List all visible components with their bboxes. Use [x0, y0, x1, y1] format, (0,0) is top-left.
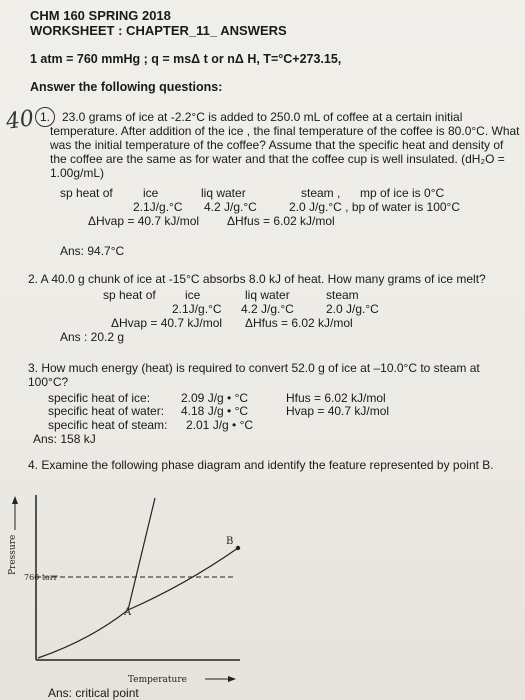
- q2-steam-cp: 2.0 J/g.°C: [326, 302, 379, 316]
- q2-dhvap: ΔHvap = 40.7 kJ/mol: [111, 316, 223, 330]
- q1-sp-heat-label: sp heat of: [60, 186, 113, 200]
- q1-mp-ice: mp of ice is 0°C: [360, 186, 445, 200]
- q2-ice-cp: 2.1J/g.°C: [172, 302, 222, 316]
- q2-steam-label: steam: [326, 288, 359, 302]
- q2-dhfus: ΔHfus = 6.02 kJ/mol: [245, 316, 353, 330]
- formula-line: 1 atm = 760 mmHg ; q = msΔ t or nΔ H, T=°C+273.15,: [30, 52, 342, 66]
- q3-cp-ice-label: specific heat of ice:: [48, 391, 151, 405]
- point-a-label: A: [124, 607, 132, 618]
- instructions-heading: Answer the following questions:: [30, 80, 223, 94]
- q4-answer: Ans: critical point: [48, 686, 139, 700]
- point-b-label: B: [226, 536, 234, 547]
- x-axis-arrowhead: [228, 676, 236, 682]
- q2-answer: Ans : 20.2 g: [60, 330, 125, 344]
- q3-hvap: Hvap = 40.7 kJ/mol: [286, 404, 390, 418]
- q3-cp-ice-value: 2.09 J/g • °C: [181, 391, 249, 405]
- handwritten-score: 40: [4, 106, 36, 135]
- q1-liq-water-label: liq water: [201, 186, 246, 200]
- q3-answer: Ans: 158 kJ: [33, 432, 96, 446]
- critical-point-marker: [236, 546, 240, 550]
- fusion-curve: [128, 498, 155, 610]
- q1-ice-label: ice: [143, 186, 159, 200]
- y-axis-label: Pressure: [8, 534, 18, 575]
- worksheet-title: WORKSHEET : CHAPTER_11_ ANSWERS: [30, 23, 287, 38]
- q1-ice-cp: 2.1J/g.°C: [133, 200, 183, 214]
- sublimation-curve: [38, 610, 128, 658]
- q4-text: 4. Examine the following phase diagram and identify the feature represented by point B.: [28, 458, 494, 472]
- q1-water-cp: 4.2 J/g.°C: [204, 200, 257, 214]
- q1-answer: Ans: 94.7°C: [60, 244, 125, 258]
- q1-steam-label: steam ,: [301, 186, 341, 200]
- q1-dhfus: ΔHfus = 6.02 kJ/mol: [227, 214, 335, 228]
- q1-dhvap: ΔHvap = 40.7 kJ/mol: [88, 214, 200, 228]
- q2-water-cp: 4.2 J/g.°C: [241, 302, 294, 316]
- q1-text: 23.0 grams of ice at -2.2°C is added to 250.0 mL of coffee at a certain initial temperature. After addition of the ice , the final temperature of the coffee is 80.0°C. What was the initial temperature of the coffee? Assume that the specific heat and density of the coffee are the same as for water and that the coffee cup is well insulated. (dH₂O = 1.00g/mL): [50, 110, 520, 180]
- q2-liq-water-label: liq water: [245, 288, 290, 302]
- q3-cp-water-value: 4.18 J/g • °C: [181, 404, 249, 418]
- q3-hfus: Hfus = 6.02 kJ/mol: [286, 391, 386, 405]
- q3-text: 3. How much energy (heat) is required to convert 52.0 g of ice at –10.0°C to steam at 100°C?: [28, 361, 480, 389]
- course-title: CHM 160 SPRING 2018: [30, 8, 171, 23]
- q1-steam-cp: 2.0 J/g.°C , bp of water is 100°C: [289, 200, 461, 214]
- x-axis-label: Temperature: [128, 675, 187, 685]
- vaporization-curve: [128, 548, 238, 610]
- y-axis-arrowhead: [12, 496, 18, 504]
- pressure-tick-label: 760 torr: [24, 573, 58, 582]
- q2-text: 2. A 40.0 g chunk of ice at -15°C absorbs 8.0 kJ of heat. How many grams of ice melt?: [28, 272, 486, 286]
- q3-cp-steam-value: 2.01 J/g • °C: [186, 418, 254, 432]
- q1-number: 1.: [40, 110, 51, 124]
- q3-cp-water-label: specific heat of water:: [48, 404, 165, 418]
- phase-diagram: [0, 490, 525, 690]
- q2-ice-label: ice: [185, 288, 201, 302]
- q2-sp-heat-label: sp heat of: [103, 288, 156, 302]
- q3-cp-steam-label: specific heat of steam:: [48, 418, 168, 432]
